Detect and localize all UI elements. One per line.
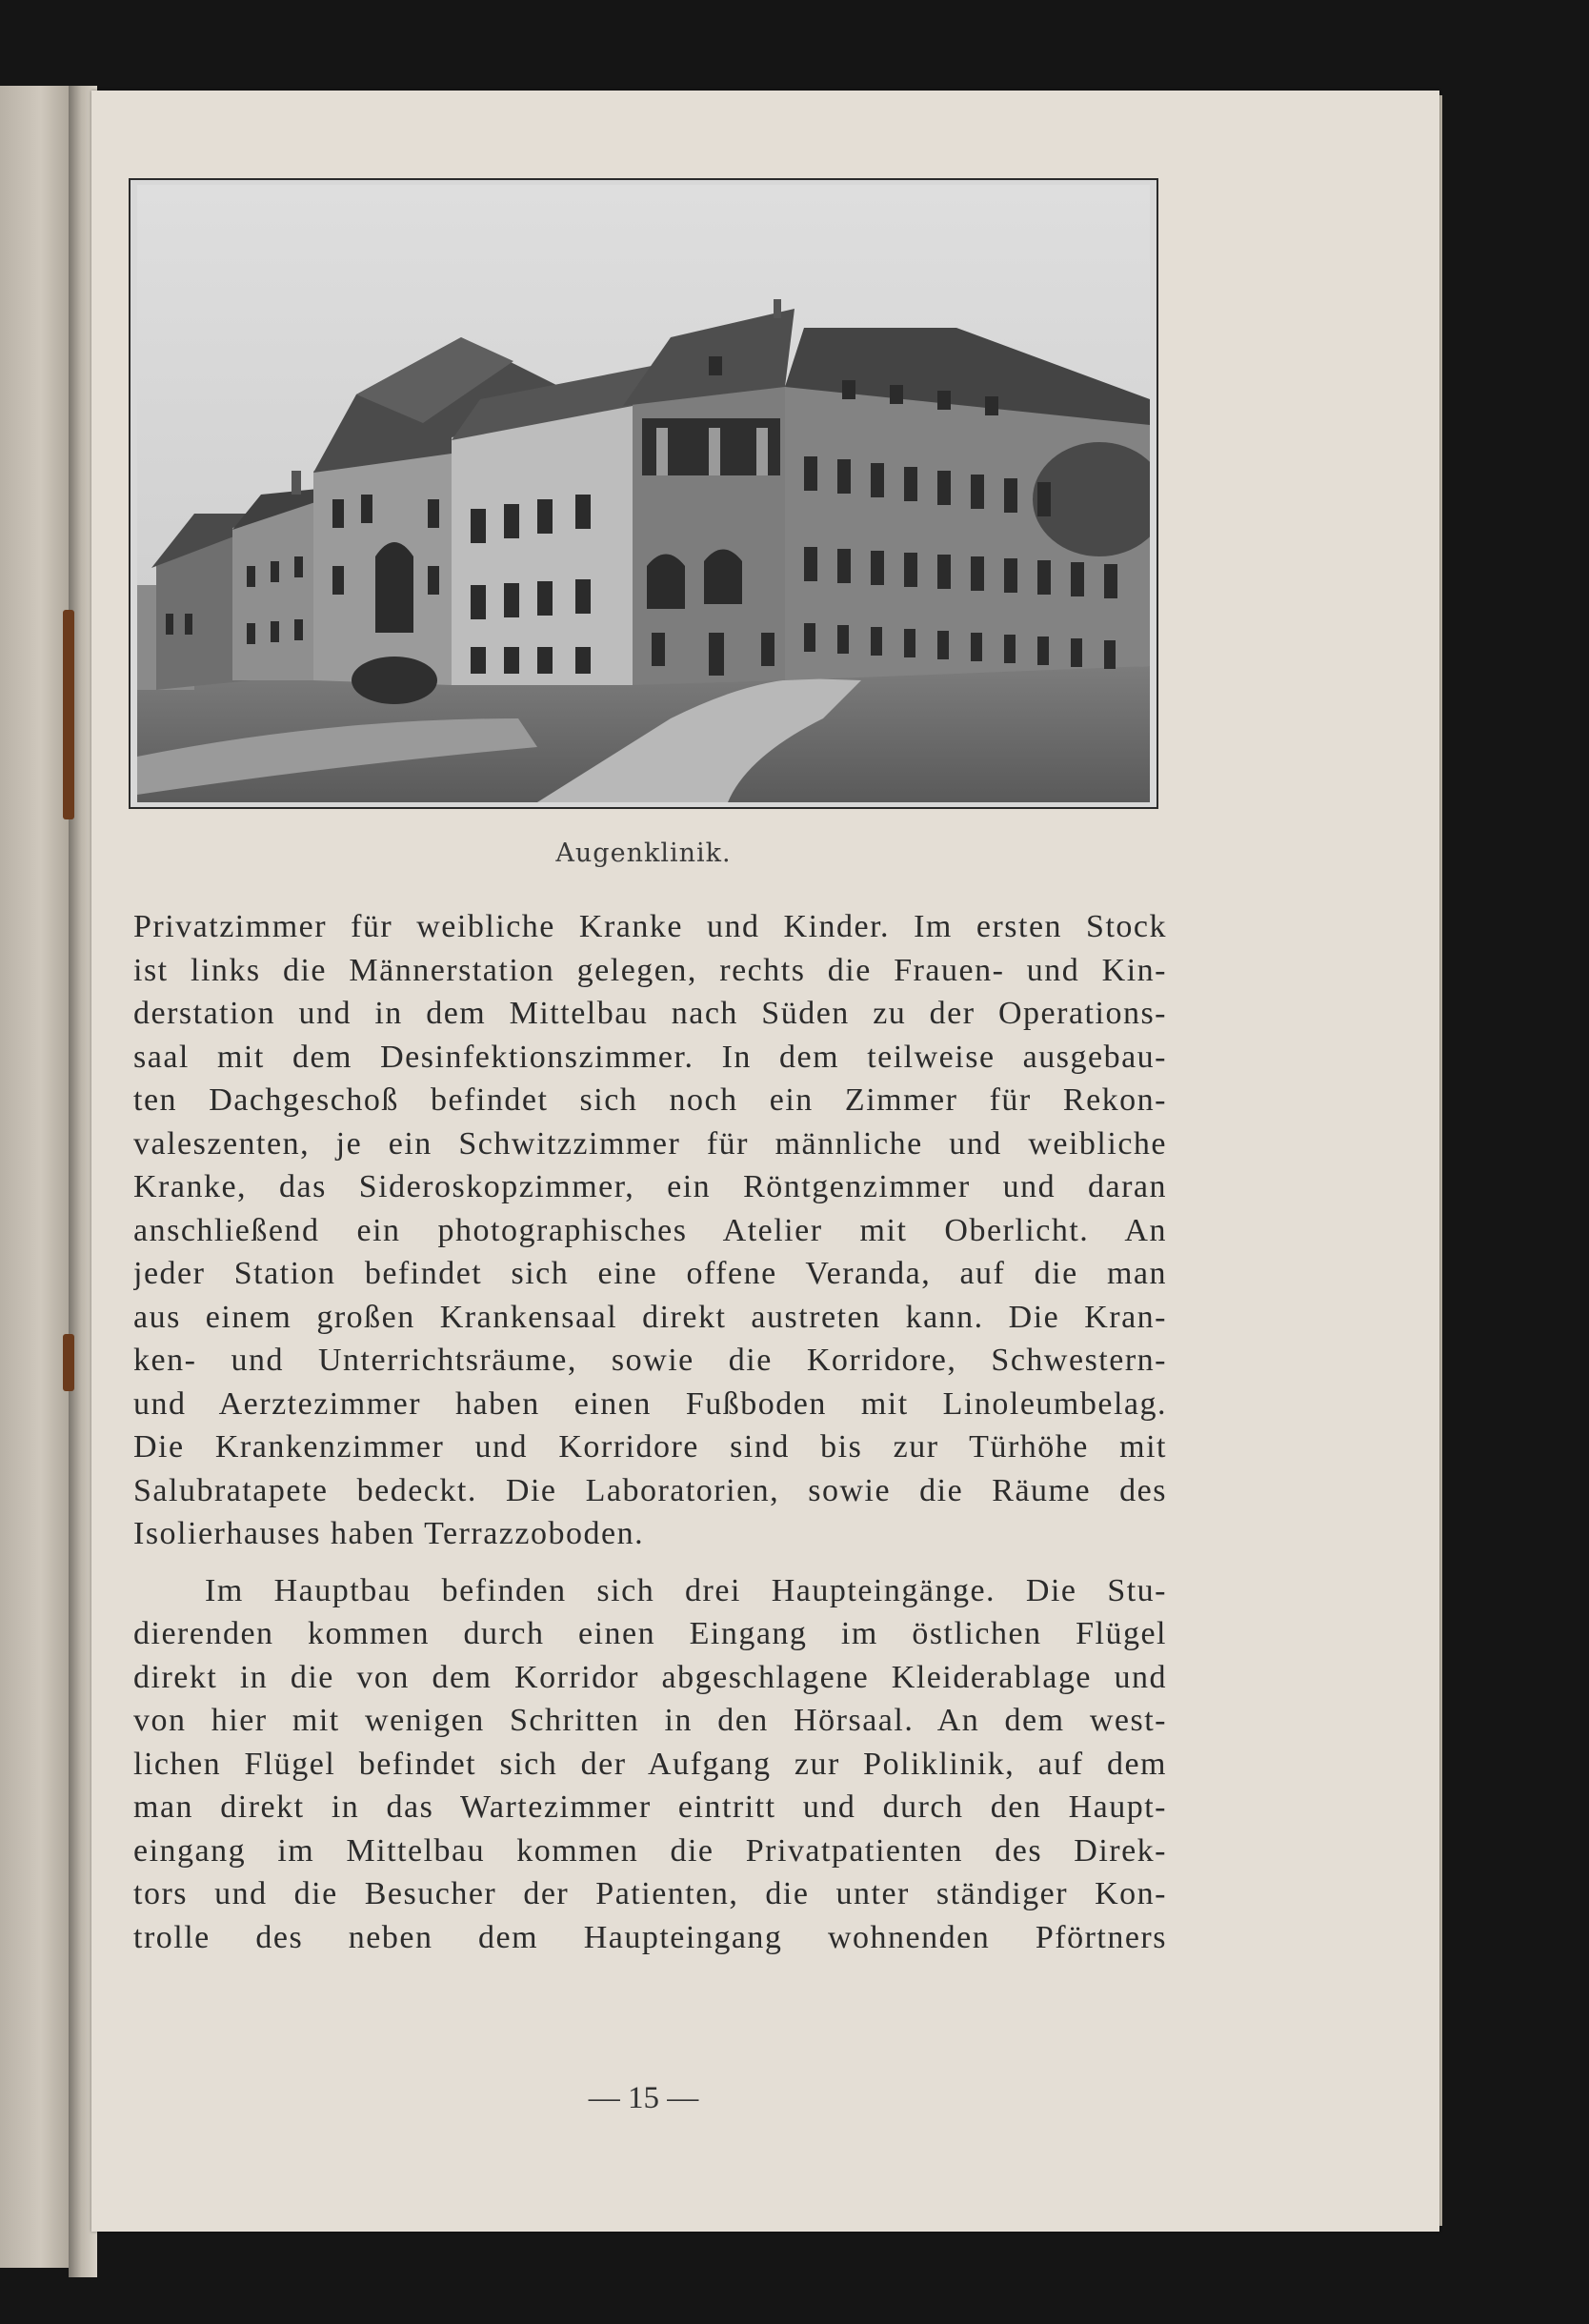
text-line: ten Dachgeschoß befindet sich noch ein Zimmer für Rekon-	[133, 1082, 1167, 1118]
body-text	[133, 905, 1167, 1959]
text-line: trolle des neben dem Haupteingang wohnenden Pförtners	[133, 1919, 1167, 1955]
building-illustration	[137, 185, 1150, 802]
text-line: tors und die Besucher der Patienten, die unter ständiger Kon-	[133, 1876, 1167, 1911]
text-line: man direkt in das Wartezimmer eintritt und durch den Haupt-	[133, 1789, 1167, 1825]
text-line: lichen Flügel befindet sich der Aufgang zur Poliklinik, auf dem	[133, 1746, 1167, 1782]
text-line: direkt in die von dem Korridor abgeschlagene Kleiderablage und	[133, 1659, 1167, 1695]
text-line: von hier mit wenigen Schritten in den Hörsaal. An dem west-	[133, 1703, 1167, 1738]
text-line: und Aerztezimmer haben einen Fußboden mit Linoleumbelag.	[133, 1385, 1167, 1422]
text-line: dierenden kommen durch einen Eingang im östlichen Flügel	[133, 1616, 1167, 1651]
text-line: Salubratapete bedeckt. Die Laboratorien, sowie die Räume des	[133, 1472, 1167, 1508]
text-line: Im Hauptbau befinden sich drei Haupteingänge. Die Stu-	[205, 1572, 1167, 1608]
text-line: jeder Station befindet sich eine offene Veranda, auf die man	[133, 1256, 1167, 1291]
text-line: valeszenten, je ein Schwitzzimmer für männliche und weibliche	[133, 1125, 1167, 1162]
page-number: — 15 —	[588, 2081, 699, 2115]
figure-caption: Augenklinik.	[555, 839, 732, 868]
text-line: anschließend ein photographisches Atelier mit Oberlicht. An	[133, 1212, 1167, 1248]
paragraph-2	[133, 1569, 1167, 1960]
text-line: aus einem großen Krankensaal direkt austreten kann. Die Kran-	[133, 1299, 1167, 1335]
paragraph-1	[133, 905, 1167, 1556]
text-line: Kranke, das Sideroskopzimmer, ein Röntgenzimmer und daran	[133, 1169, 1167, 1204]
text-line: derstation und in dem Mittelbau nach Süden zu der Operations-	[133, 996, 1167, 1031]
text-line: ken- und Unterrichtsräume, sowie die Korridore, Schwestern-	[133, 1343, 1167, 1378]
building-photo	[129, 178, 1158, 809]
staple-top	[63, 610, 74, 819]
staple-bottom	[63, 1334, 74, 1391]
text-line: ist links die Männerstation gelegen, rechts die Frauen- und Kin-	[133, 952, 1167, 988]
text-line: saal mit dem Desinfektionszimmer. In dem teilweise ausgebau-	[133, 1039, 1167, 1075]
left-page-edge	[0, 86, 74, 2268]
text-line: eingang im Mittelbau kommen die Privatpatienten des Direk-	[133, 1832, 1167, 1869]
paragraph-gap	[133, 1556, 1167, 1569]
text-line: Die Krankenzimmer und Korridore sind bis zur Türhöhe mit	[133, 1429, 1167, 1465]
text-line: Isolierhauses haben Terrazzoboden.	[133, 1516, 645, 1551]
text-line: Privatzimmer für weibliche Kranke und Kinder. Im ersten Stock	[133, 909, 1167, 944]
